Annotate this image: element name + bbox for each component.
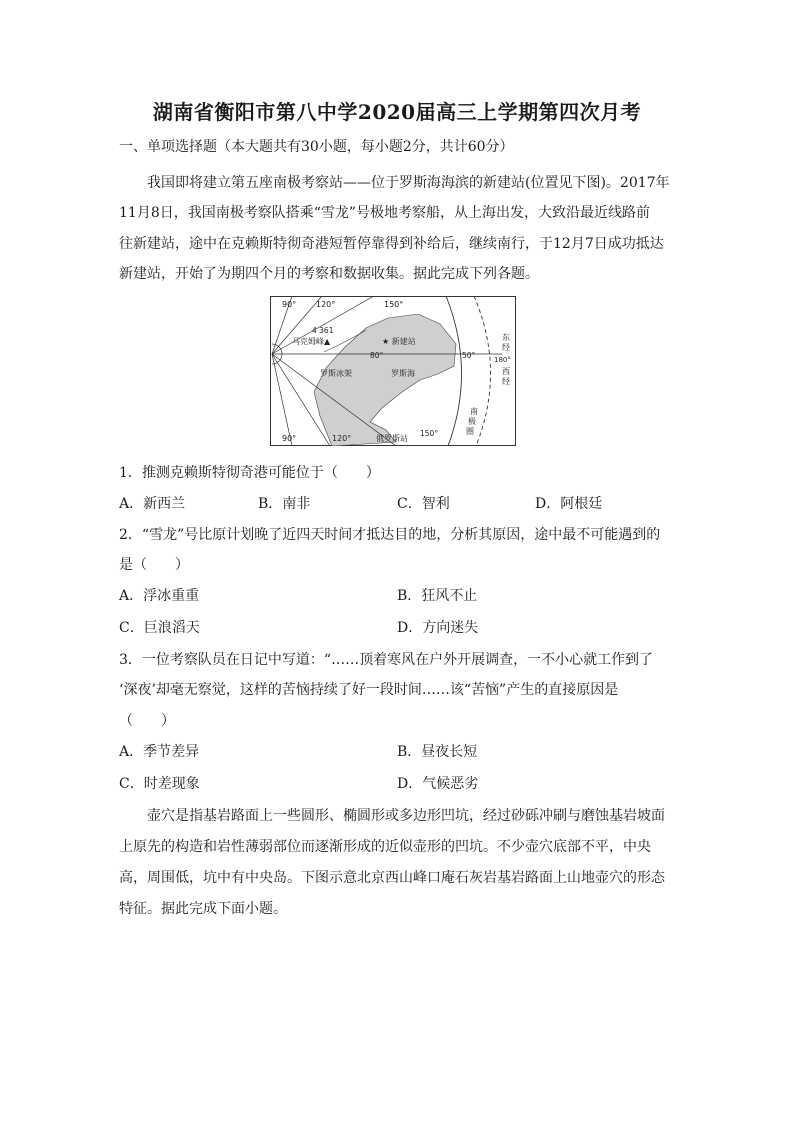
- q1-option-c[interactable]: C．智利: [397, 496, 450, 512]
- q3-option-d[interactable]: D．气候恶劣: [397, 776, 479, 792]
- ice-shelf-label: 罗斯冰架: [320, 369, 352, 378]
- passage1-line: 往新建站，途中在克赖斯特彻奇港短暂停靠得到补给后，继续南行，于12月7日成功抵达: [119, 236, 664, 252]
- station-label: ★ 新建站: [382, 337, 416, 346]
- circle-label: 南: [470, 407, 478, 416]
- circle-label: 圈: [466, 427, 474, 436]
- map-label: 经: [502, 343, 510, 352]
- q3-option-a[interactable]: A．季节差异: [119, 744, 200, 760]
- exam-title: 湖南省衡阳市第八中学2020届高三上学期第四次月考: [152, 100, 642, 124]
- passage2-line: 特征。据此完成下面小题。: [119, 901, 287, 917]
- map-label: 80°: [370, 351, 384, 360]
- q2-option-a[interactable]: A．浮冰重重: [119, 588, 200, 604]
- q1-option-a[interactable]: A．新西兰: [119, 496, 186, 512]
- peak-label: 马克姆峰▲: [292, 337, 331, 346]
- russia-station-label: 俄罗斯站: [376, 434, 408, 443]
- map-label: 东: [502, 333, 510, 342]
- circle-label: 极: [468, 417, 476, 426]
- map-label: 150°: [384, 300, 404, 309]
- question-2-stem: 是（ ）: [119, 557, 189, 573]
- question-1-stem: 1．推测克赖斯特彻奇港可能位于（ ）: [119, 465, 380, 481]
- question-3-stem: （ ）: [119, 713, 175, 729]
- passage2-line: 高，周围低，坑中有中央岛。下图示意北京西山峰口庵石灰岩基岩路面上山地壶穴的形态: [119, 870, 665, 886]
- elevation-label: 4 361: [312, 326, 334, 335]
- q1-option-b[interactable]: B．南非: [258, 496, 311, 512]
- map-label: 150°: [420, 429, 439, 438]
- passage1-line: 我国即将建立第五座南极考察站——位于罗斯海海滨的新建站(位置见下图)。2017年: [147, 175, 670, 191]
- q3-option-c[interactable]: C．时差现象: [119, 776, 200, 792]
- q3-option-b[interactable]: B．昼夜长短: [397, 744, 478, 760]
- map-label: 90°: [282, 300, 297, 309]
- passage2-line: 上原先的构造和岩性薄弱部位而逐渐形成的近似壶形的凹坑。不少壶穴底部不平，中央: [119, 839, 651, 855]
- antarctic-map: [270, 296, 516, 446]
- section-heading: 一、单项选择题（本大题共有30小题，每小题2分，共计60分）: [119, 139, 514, 155]
- q2-option-b[interactable]: B．狂风不止: [397, 588, 478, 604]
- q2-option-d[interactable]: D．方向迷失: [397, 620, 479, 636]
- question-2-stem: 2．“雪龙”号比原计划晚了近四天时间才抵达目的地，分析其原因，途中最不可能遇到的: [119, 527, 661, 543]
- map-label: 120°: [332, 434, 352, 443]
- passage2-line: 壶穴是指基岩路面上一些圆形、椭圆形或多边形凹坑，经过砂砾冲刷与磨蚀基岩坡面: [147, 808, 665, 824]
- map-label: 180°: [494, 356, 511, 364]
- question-3-stem: ‘深夜’却毫无察觉，这样的苦恼持续了好一段时间……该“苦恼”产生的直接原因是: [119, 682, 619, 698]
- passage1-line: 新建站，开始了为期四个月的考察和数据收集。据此完成下列各题。: [119, 266, 539, 282]
- map-label: 90°: [282, 434, 297, 443]
- map-label: 经: [502, 377, 510, 386]
- map-label: 120°: [316, 300, 336, 309]
- map-label: 50°: [462, 351, 476, 360]
- sea-label: 罗斯海: [391, 369, 415, 378]
- q1-option-d[interactable]: D．阿根廷: [535, 496, 603, 512]
- map-label: 西: [502, 367, 510, 376]
- q2-option-c[interactable]: C．巨浪滔天: [119, 620, 200, 636]
- passage1-line: 11月8日，我国南极考察队搭乘“雪龙”号极地考察船，从上海出发，大致沿最近线路前: [119, 205, 651, 221]
- question-3-stem: 3．一位考察队员在日记中写道：“……顶着寒风在户外开展调查，一不小心就工作到了: [119, 652, 654, 668]
